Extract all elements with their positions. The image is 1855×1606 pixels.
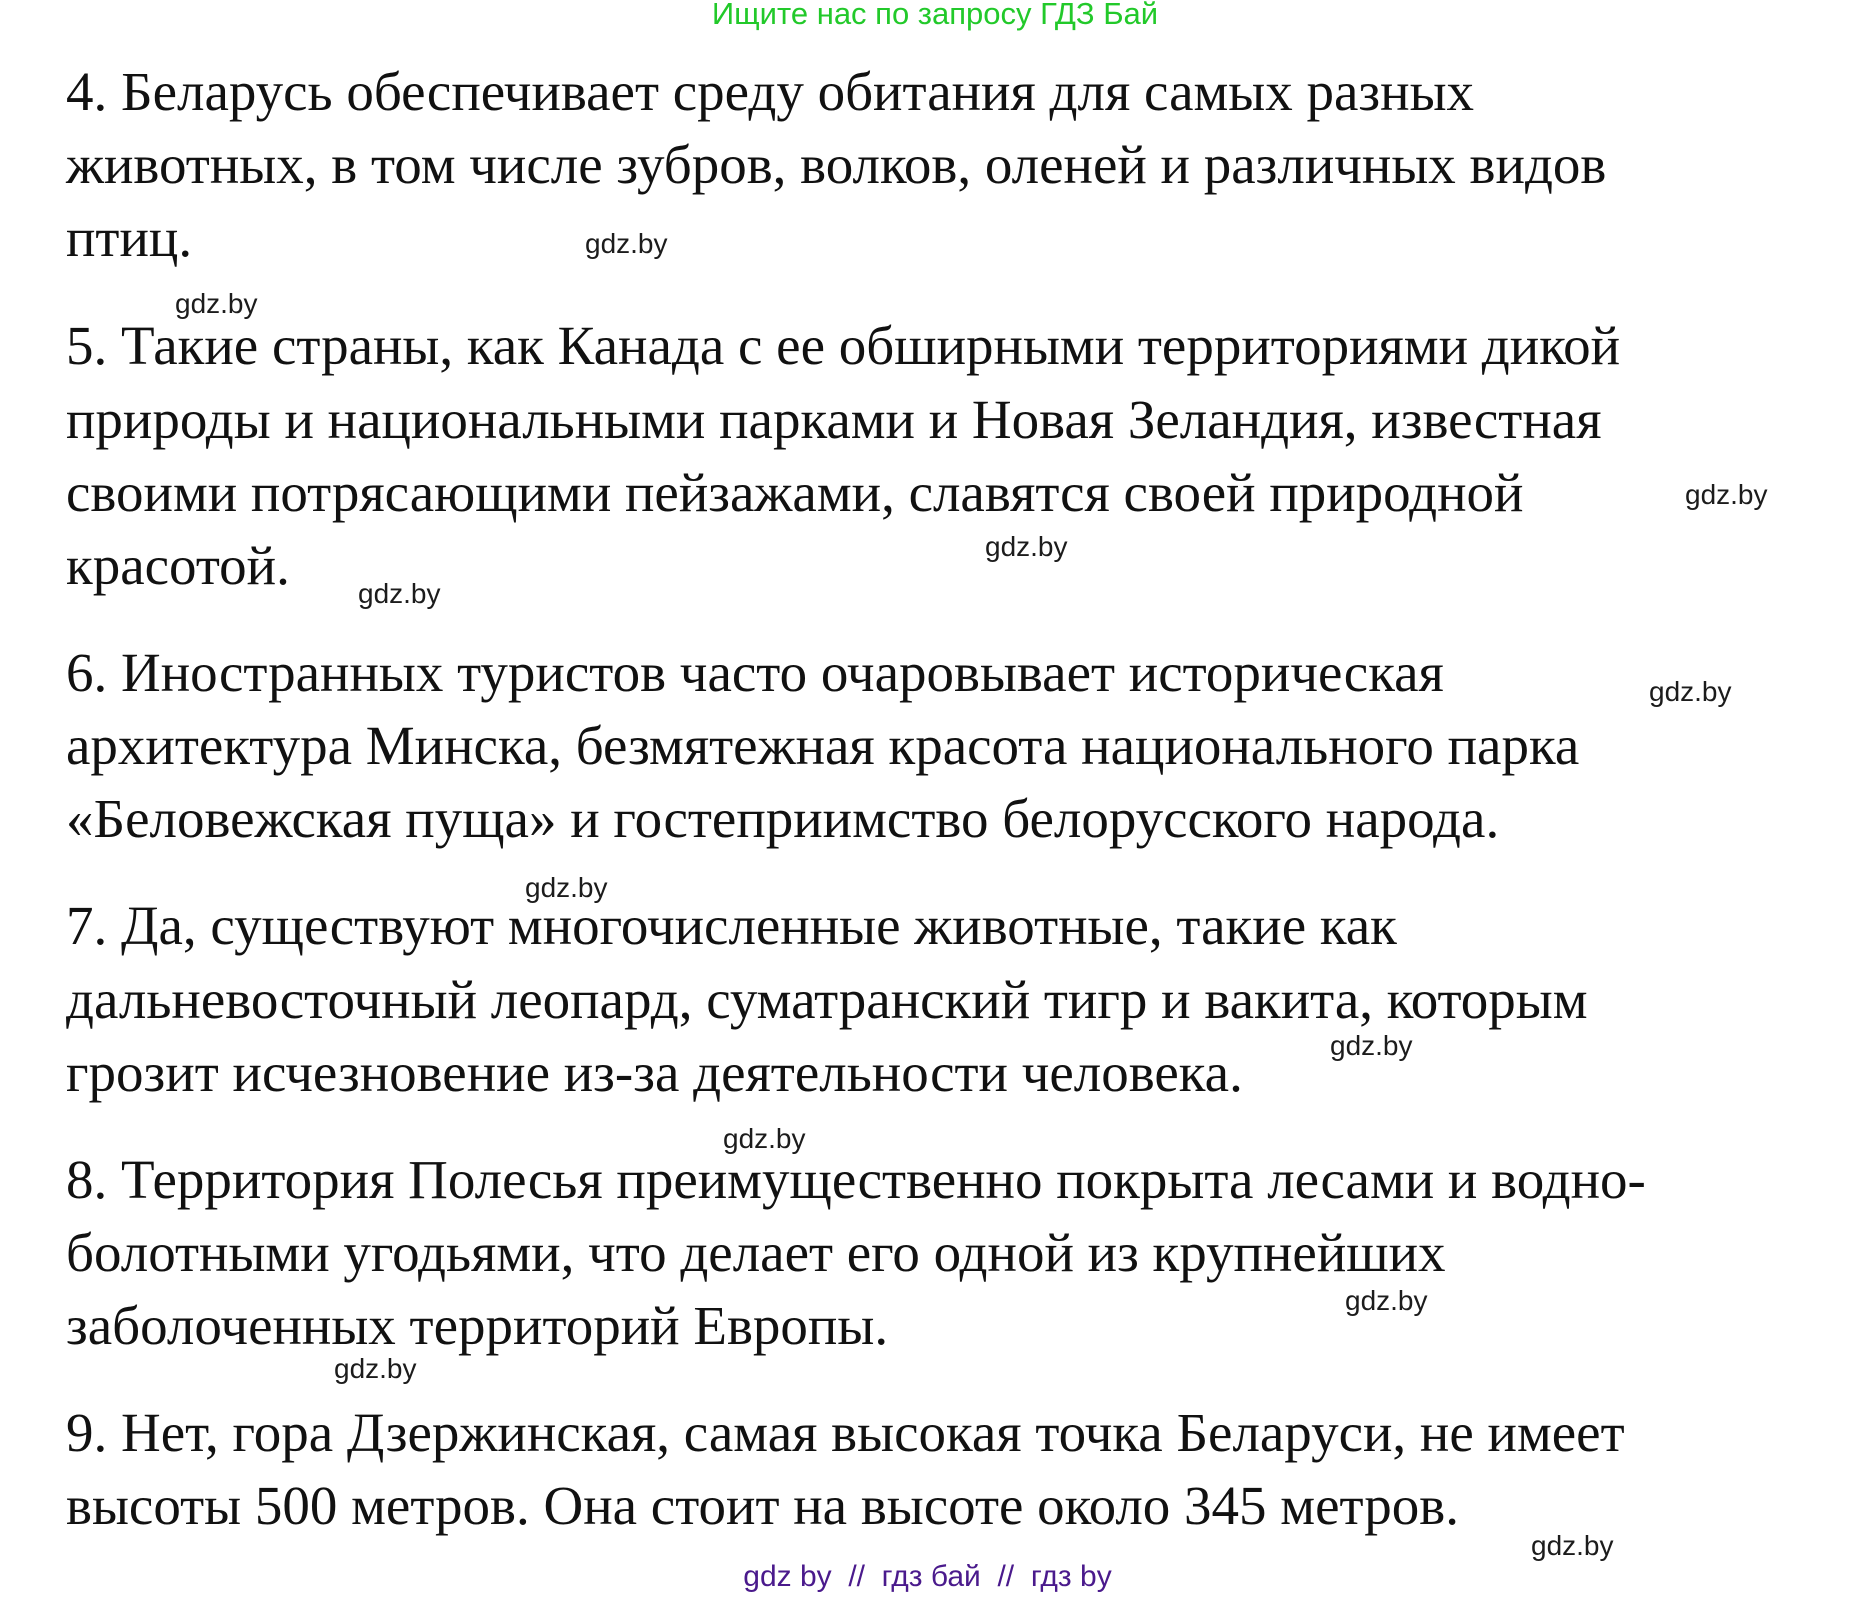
watermark: gdz.by [1330,1030,1413,1061]
watermark: gdz.by [525,872,608,903]
answer-line: высоты 500 метров. Она стоит на высоте около 345 метров. [66,1475,1459,1536]
watermark: gdz.by [1649,676,1732,707]
answer-line: 4. Беларусь обеспечивает среду обитания для самых разных [66,61,1475,122]
answer-line: красотой. [66,535,290,596]
watermark: gdz.by [1345,1285,1428,1316]
watermark: gdz.by [1685,479,1768,510]
answer-line: 8. Территория Полесья преимущественно покрыта лесами и водно- [66,1149,1646,1210]
watermark: gdz.by [985,531,1068,562]
answer-line: болотными угодьями, что делает его одной из крупнейших [66,1222,1446,1283]
search-hint-banner: Ищите нас по запросу ГДЗ Бай [711,0,1159,31]
answer-line: птиц. [66,207,193,268]
answer-line: своими потрясающими пейзажами, славятся своей природной [66,462,1524,523]
answer-line: дальневосточный леопард, суматранский тигр и вакита, которым [66,969,1588,1030]
watermark: gdz.by [175,288,258,319]
watermark: gdz.by [723,1123,806,1154]
answer-line: «Беловежская пуща» и гостеприимство белорусского народа. [66,788,1500,849]
answer-line: животных, в том числе зубров, волков, оленей и различных видов [66,134,1607,195]
watermark: gdz.by [585,228,668,259]
site-footer-links: gdz by // гдз бай // гдз by [743,1560,1112,1593]
answer-line: заболоченных территорий Европы. [66,1295,889,1356]
watermark: gdz.by [334,1353,417,1384]
answer-line: 6. Иностранных туристов часто очаровывает историческая [66,642,1444,703]
answer-line: 9. Нет, гора Дзержинская, самая высокая точка Беларуси, не имеет [66,1402,1625,1463]
answer-line: природы и национальными парками и Новая Зеландия, известная [66,389,1602,450]
answer-line: архитектура Минска, безмятежная красота национального парка [66,715,1580,776]
answer-line: 7. Да, существуют многочисленные животные, такие как [66,895,1397,956]
watermark: gdz.by [358,578,441,609]
watermark: gdz.by [1531,1530,1614,1561]
answer-line: 5. Такие страны, как Канада с ее обширными территориями дикой [66,315,1621,376]
answer-line: грозит исчезновение из-за деятельности человека. [66,1042,1243,1103]
